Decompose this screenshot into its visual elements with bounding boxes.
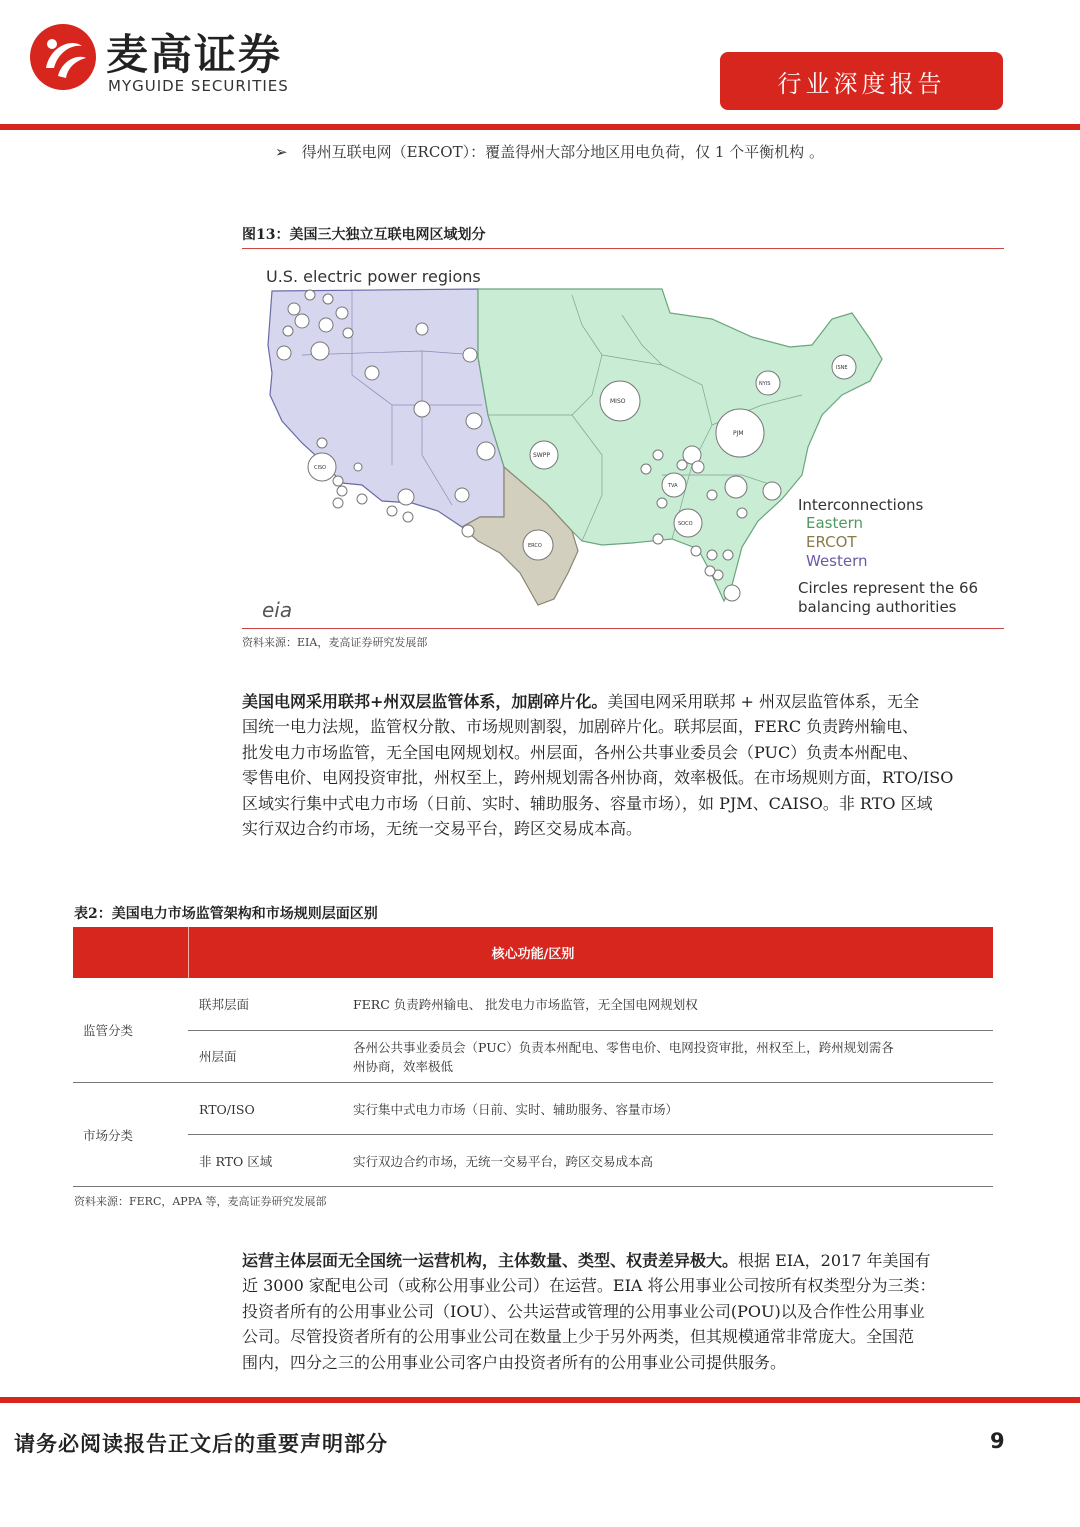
legend-title: Interconnections bbox=[798, 496, 924, 514]
label-tva: TVA bbox=[668, 483, 678, 489]
eia-logo: eia bbox=[262, 598, 293, 622]
label-miso: MISO bbox=[610, 398, 626, 405]
figure-bottom-rule bbox=[242, 628, 1004, 629]
para1-line5: 区域实行集中式电力市场（日前、实时、辅助服务、容量市场），如 PJM、CAISO。非 RTO 区域 bbox=[242, 793, 933, 813]
report-type-badge: 行业深度报告 bbox=[720, 52, 1003, 110]
circles-note-line1: Circles represent the 66 bbox=[798, 579, 979, 597]
arrow-bullet-icon: ➢ bbox=[275, 143, 288, 161]
para1-lead: 美国电网采用联邦+州双层监管体系，加剧碎片化。 bbox=[242, 692, 608, 711]
para2-line4: 公司。尽管投资者所有的公用事业公司在数量上少于另外两类，但其规模通常非常庞大。全国范 bbox=[242, 1327, 915, 1347]
para2-line3: 投资者所有的公用事业公司（IOU）、公共运营或管理的公用事业公司(POU)以及合作性公用事业 bbox=[242, 1301, 925, 1321]
para2-line5: 围内，四分之三的公用事业公司客户由投资者所有的公用事业公司提供服务。 bbox=[242, 1352, 787, 1372]
table-row-name: 州层面 bbox=[199, 1049, 237, 1064]
table-row-name: 非 RTO 区域 bbox=[199, 1154, 273, 1169]
table-group-market: 市场分类 bbox=[83, 1128, 134, 1143]
footer-notice: 请务必阅读报告正文后的重要声明部分 bbox=[14, 1431, 388, 1456]
table-row-desc: 实行集中式电力市场（日前、实时、辅助服务、容量市场） bbox=[353, 1102, 679, 1117]
label-erco: ERCO bbox=[528, 543, 542, 549]
page-number: 9 bbox=[990, 1429, 1005, 1453]
footer-divider bbox=[0, 1397, 1080, 1403]
header-divider bbox=[0, 124, 1080, 130]
para1-line2: 国统一电力法规，监管权分散、市场规则割裂，加剧碎片化。联邦层面，FERC 负责跨州输电、 bbox=[242, 717, 919, 737]
label-nyis: NYIS bbox=[759, 381, 771, 387]
legend-western: Western bbox=[806, 552, 868, 570]
table-header bbox=[73, 927, 993, 978]
table-title: 表2：美国电力市场监管架构和市场规则层面区别 bbox=[74, 906, 378, 922]
bullet-text: 得州互联电网（ERCOT）：覆盖得州大部分地区用电负荷，仅 1 个平衡机构 。 bbox=[301, 143, 824, 161]
label-pjm: PJM bbox=[733, 430, 744, 437]
table-row-desc: FERC 负责跨州输电、 批发电力市场监管，无全国电网规划权 bbox=[353, 997, 698, 1012]
para2-lead: 运营主体层面无全国统一运营机构，主体数量、类型、权责差异极大。 bbox=[242, 1251, 739, 1270]
brand-name-cn: 麦高证券 bbox=[106, 30, 283, 79]
table-row-desc: 实行双边合约市场，无统一交易平台，跨区交易成本高 bbox=[353, 1154, 654, 1169]
paragraph-operators bbox=[242, 1248, 996, 1375]
label-caiso: CISO bbox=[314, 465, 327, 471]
figure-top-rule bbox=[242, 248, 1004, 249]
label-soco: SOCO bbox=[678, 521, 693, 527]
legend-ercot: ERCOT bbox=[806, 533, 857, 551]
table-row-desc: 各州公共事业委员会（PUC）负责本州配电、零售电价、电网投资审批，州权至上，跨州规划需各 州协商，效率极低 bbox=[353, 1040, 894, 1074]
label-spp: SWPP bbox=[533, 452, 550, 459]
para2-line1: 运营主体层面无全国统一运营机构，主体数量、类型、权责差异极大。根据 EIA，2017 年美国有 bbox=[242, 1251, 931, 1270]
figure-source: 资料来源：EIA，麦高证券研究发展部 bbox=[242, 636, 428, 649]
table-row-name: 联邦层面 bbox=[199, 997, 250, 1012]
para1-line6: 实行双边合约市场，无统一交易平台，跨区交易成本高。 bbox=[242, 819, 643, 839]
table-group-regulation: 监管分类 bbox=[83, 1023, 134, 1038]
para1-line4: 零售电价、电网投资审批，州权至上，跨州规划需各州协商，效率极低。在市场规则方面，RTO/ISO bbox=[242, 768, 954, 788]
bullet-ercot bbox=[275, 141, 824, 162]
us-power-regions-map bbox=[242, 255, 1004, 627]
map-title: U.S. electric power regions bbox=[266, 267, 481, 286]
table-source: 资料来源：FERC，APPA 等，麦高证券研究发展部 bbox=[74, 1195, 327, 1208]
figure-title: 图13：美国三大独立互联电网区域划分 bbox=[242, 227, 486, 243]
table-header-label: 核心功能/区别 bbox=[491, 947, 575, 962]
para2-line2: 近 3000 家配电公司（或称公用事业公司）在运营。EIA 将公用事业公司按所有权类型分为三类： bbox=[242, 1276, 936, 1296]
circles-note-line2: balancing authorities bbox=[798, 598, 957, 616]
table-row-name: RTO/ISO bbox=[199, 1102, 255, 1117]
paragraph-regulation bbox=[242, 689, 996, 841]
label-isne: ISNE bbox=[836, 365, 848, 371]
brand-name-en: MYGUIDE SECURITIES bbox=[108, 77, 289, 95]
para1-line1: 美国电网采用联邦+州双层监管体系，加剧碎片化。美国电网采用联邦 + 州双层监管体系，无全 bbox=[242, 692, 920, 711]
para1-line3: 批发电力市场监管，无全国电网规划权。州层面，各州公共事业委员会（PUC）负责本州配电、 bbox=[242, 742, 919, 762]
brand-logo-icon bbox=[28, 22, 98, 92]
legend-eastern: Eastern bbox=[806, 514, 864, 532]
